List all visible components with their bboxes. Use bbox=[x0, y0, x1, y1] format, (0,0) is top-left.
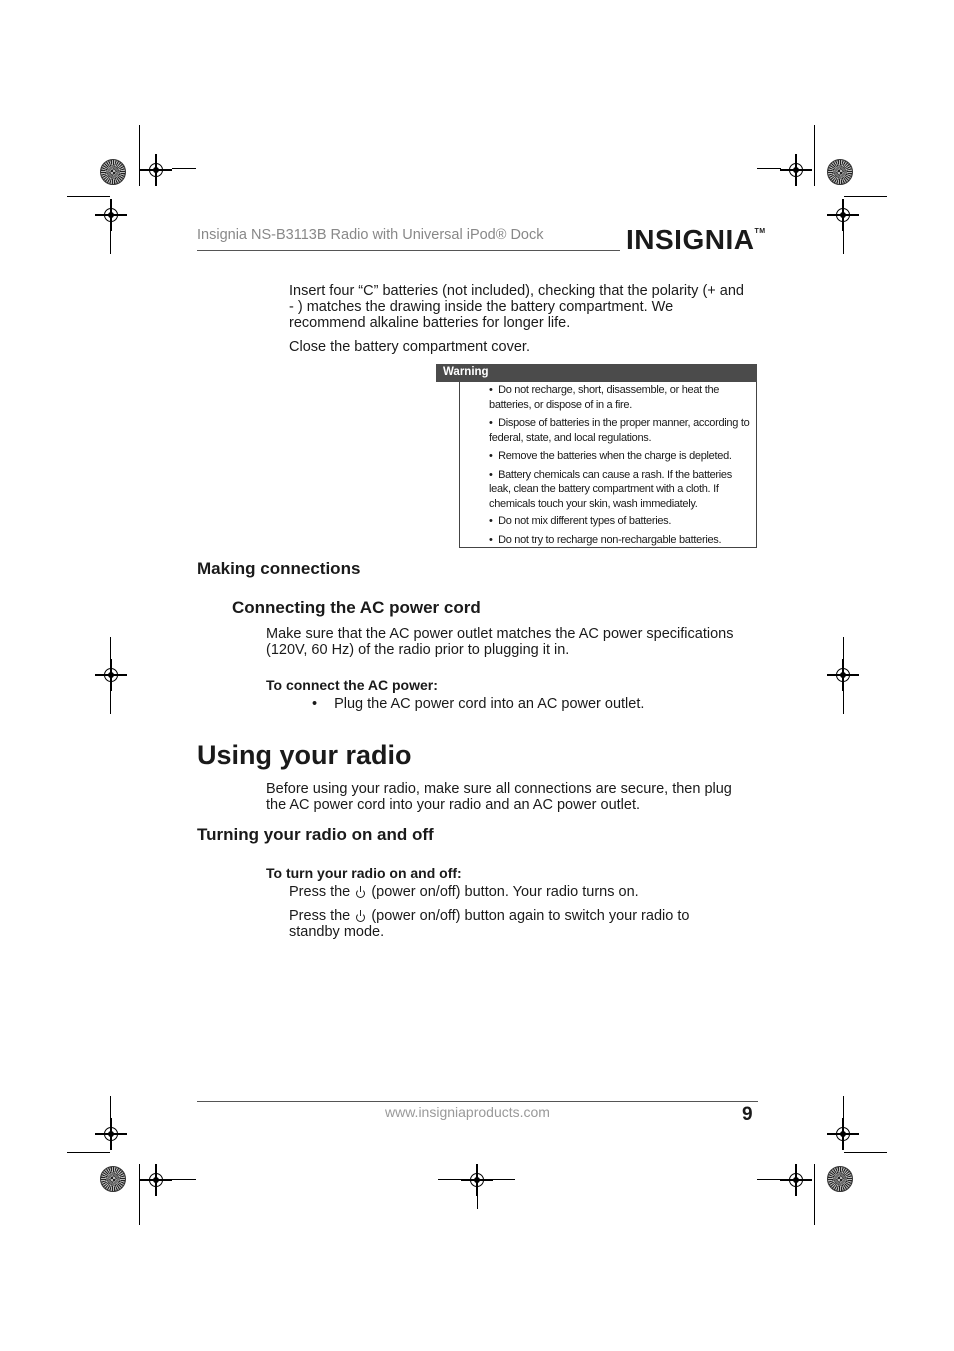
registration-star-icon bbox=[100, 159, 126, 185]
warning-item: • Remove the batteries when the charge is depleted. bbox=[489, 450, 732, 462]
registration-mark-icon bbox=[149, 163, 163, 177]
registration-mark-icon bbox=[789, 163, 803, 177]
registration-mark-icon bbox=[104, 668, 118, 682]
warning-label: Warning bbox=[436, 364, 757, 382]
warning-list bbox=[489, 382, 751, 547]
ac-power-intro: Make sure that the AC power outlet matches the AC power specifications (120V, 60 Hz) of the radio prior to plugging it in. bbox=[266, 626, 734, 658]
insignia-logo bbox=[626, 224, 766, 256]
footer-url: www.insigniaproducts.com bbox=[385, 1104, 550, 1120]
registration-mark-icon bbox=[836, 1127, 850, 1141]
subheading-ac-power-cord: Connecting the AC power cord bbox=[232, 598, 481, 617]
logo-trademark: TM bbox=[754, 228, 766, 235]
registration-mark-icon bbox=[789, 1173, 803, 1187]
bullet-plug-ac: • Plug the AC power cord into an AC power outlet. bbox=[312, 696, 645, 712]
battery-close-step: Close the battery compartment cover. bbox=[289, 339, 530, 355]
using-radio-intro: Before using your radio, make sure all connections are secure, then plug the AC power cord into your radio and an AC power outlet. bbox=[266, 781, 732, 813]
registration-mark-icon bbox=[470, 1173, 484, 1187]
footer-rule bbox=[197, 1101, 758, 1102]
procedure-title-turn-on-off: To turn your radio on and off: bbox=[266, 865, 462, 881]
warning-item: • Do not recharge, short, disassemble, or heat the batteries, or dispose of in a fire. bbox=[489, 384, 720, 411]
registration-mark-icon bbox=[836, 668, 850, 682]
warning-item: • Do not mix different types of batteries. bbox=[489, 515, 672, 527]
registration-star-icon bbox=[827, 1166, 853, 1192]
registration-mark-icon bbox=[149, 1173, 163, 1187]
warning-item: • Dispose of batteries in the proper manner, according to federal, state, and local regulations. bbox=[489, 417, 750, 444]
registration-mark-icon bbox=[836, 208, 850, 222]
registration-mark-icon bbox=[104, 208, 118, 222]
section-heading-making-connections: Making connections bbox=[197, 559, 361, 578]
warning-item: • Battery chemicals can cause a rash. If the batteries leak, clean the battery compartment with a cloth. If chemicals touch your skin, wash immediately. bbox=[489, 468, 732, 510]
page-number: 9 bbox=[742, 1104, 753, 1125]
step-standby: Press the (power on/off) button again to switch your radio to standby mode. bbox=[289, 908, 690, 940]
procedure-title-connect-ac: To connect the AC power: bbox=[266, 677, 438, 693]
registration-mark-icon bbox=[104, 1127, 118, 1141]
registration-star-icon bbox=[827, 159, 853, 185]
step-turn-on: Press the (power on/off) button. Your radio turns on. bbox=[289, 884, 639, 900]
power-icon bbox=[356, 913, 365, 922]
header-rule bbox=[197, 250, 620, 251]
logo-text: INSIGNIA bbox=[626, 224, 755, 255]
battery-insert-step: Insert four “C” batteries (not included), checking that the polarity (+ and - ) matches the drawing inside the battery compartment. We recommend alkaline batteries for longer life. bbox=[289, 283, 744, 331]
registration-star-icon bbox=[100, 1166, 126, 1192]
subheading-turning-on-off: Turning your radio on and off bbox=[197, 825, 434, 844]
chapter-heading-using-radio: Using your radio bbox=[197, 740, 412, 770]
running-header-title: Insignia NS-B3113B Radio with Universal iPod® Dock bbox=[197, 227, 544, 243]
warning-item: • Do not try to recharge non-rechargable batteries. bbox=[489, 533, 722, 546]
power-icon bbox=[356, 889, 365, 898]
